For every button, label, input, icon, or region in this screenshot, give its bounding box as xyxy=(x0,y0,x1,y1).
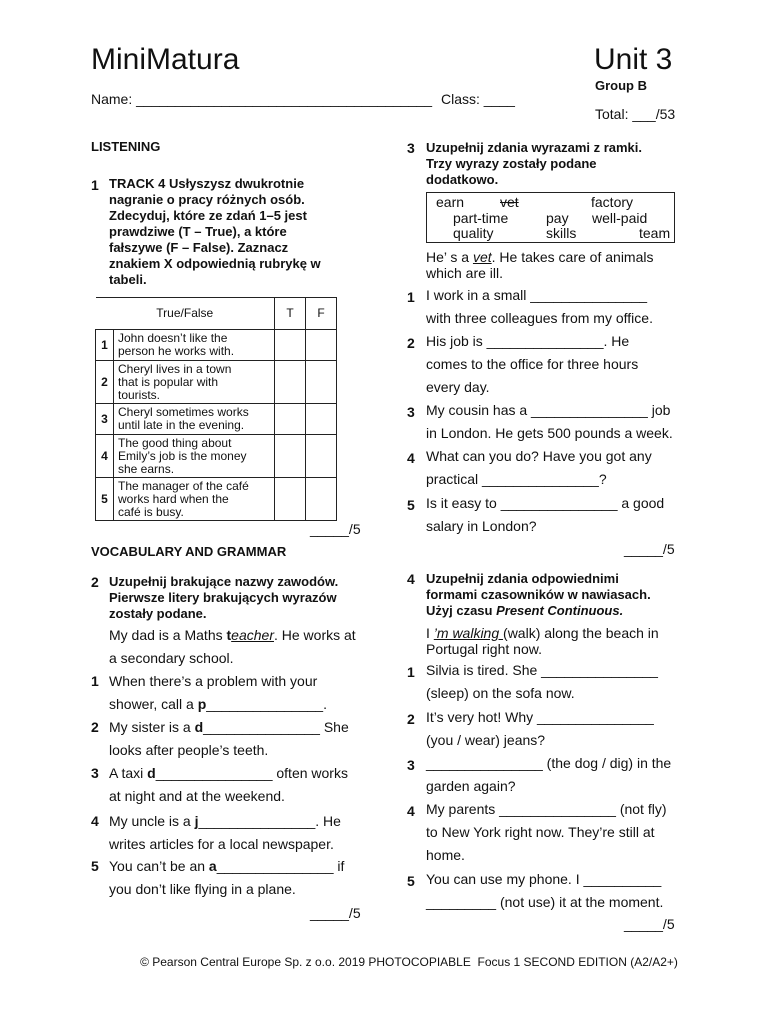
task2-item[interactable]: When there’s a problem with your shower, call a p_______________. xyxy=(109,673,327,712)
task3-item[interactable]: What can you do? Have you got any practical _______________? xyxy=(426,448,652,487)
answer-cell-true[interactable] xyxy=(275,361,306,404)
task2-item[interactable]: My sister is a d_______________ She looks after people’s teeth. xyxy=(109,719,349,758)
table-row: 1 John doesn’t like the person he works with. xyxy=(96,330,337,361)
task4-item[interactable]: It’s very hot! Why _______________ (you / wear) jeans? xyxy=(426,709,654,748)
vocab-heading: VOCABULARY AND GRAMMAR xyxy=(91,544,287,559)
word-box-word: pay xyxy=(546,210,569,226)
answer-cell-false[interactable] xyxy=(306,361,337,404)
word-box-word: earn xyxy=(436,194,465,210)
answer-cell-true[interactable] xyxy=(275,330,306,361)
group-label: Group B xyxy=(595,78,647,93)
task3-item[interactable]: His job is _______________. He comes to the office for three hours every day. xyxy=(426,333,639,395)
table-row: 4 The good thing about Emily’s job is the money she earns. xyxy=(96,435,337,478)
item-number: 5 xyxy=(91,858,99,874)
item-number: 3 xyxy=(407,404,415,420)
item-number: 4 xyxy=(91,813,99,829)
answer-cell-false[interactable] xyxy=(306,478,337,521)
answer-cell-false[interactable] xyxy=(306,435,337,478)
table-header-false: F xyxy=(306,298,337,330)
item-number: 2 xyxy=(407,335,415,351)
word-box-word: skills xyxy=(546,225,577,241)
task4-item[interactable]: _______________ (the dog / dig) in the garden again? xyxy=(426,755,672,794)
task4-example: I ’m walking (walk) along the beach in Portugal right now. xyxy=(426,625,659,657)
task2-item[interactable]: A taxi d_______________ often works at night and at the weekend. xyxy=(109,765,348,804)
task4-score: _____/5 xyxy=(624,916,675,932)
word-box-word: team xyxy=(639,225,671,241)
task-number: 1 xyxy=(91,177,99,193)
answer-cell-true[interactable] xyxy=(275,435,306,478)
word-box-word: vet xyxy=(500,194,519,210)
name-field[interactable]: Name: ______________________________________ xyxy=(91,91,432,107)
task3-instruction: Uzupełnij zdania wyrazami z ramki. Trzy wyrazy zostały podane dodatkowo. xyxy=(426,140,643,187)
copyright-footer: © Pearson Central Europe Sp. z o.o. 2019 PHOTOCOPIABLE Focus 1 SECOND EDITION (A2/A2+) xyxy=(140,955,678,969)
class-field[interactable]: Class: ____ xyxy=(441,91,515,107)
item-number: 1 xyxy=(407,289,415,305)
table-header-statement: True/False xyxy=(96,298,275,330)
word-box-word: part-time xyxy=(453,210,509,226)
task2-item[interactable]: You can’t be an a_______________ if you don’t like flying in a plane. xyxy=(109,858,345,897)
task-number: 2 xyxy=(91,574,99,590)
worksheet-title: MiniMatura xyxy=(91,43,240,76)
task1-score: _____/5 xyxy=(310,521,361,537)
table-row: 5 The manager of the café works hard when the café is busy. xyxy=(96,478,337,521)
task2-score: _____/5 xyxy=(310,905,361,921)
task4-item[interactable]: My parents _______________ (not fly) to New York right now. They’re still at home. xyxy=(426,801,667,863)
task4-item[interactable]: Silvia is tired. She _______________ (sleep) on the sofa now. xyxy=(426,662,658,701)
task2-instruction: Uzupełnij brakujące nazwy zawodów. Pierwsze litery brakujących wyrazów zostały podane. xyxy=(109,574,339,621)
task4-item[interactable]: You can use my phone. I __________ _________ (not use) it at the moment. xyxy=(426,871,664,910)
task3-example: He’ s a vet. He takes care of animals which are ill. xyxy=(426,249,654,281)
answer-cell-false[interactable] xyxy=(306,330,337,361)
item-number: 5 xyxy=(407,497,415,513)
word-box-word: factory xyxy=(591,194,634,210)
task3-item[interactable]: I work in a small _______________ with three colleagues from my office. xyxy=(426,287,653,326)
item-number: 3 xyxy=(407,757,415,773)
unit-label: Unit 3 xyxy=(594,43,673,76)
word-box xyxy=(426,192,675,243)
item-number: 4 xyxy=(407,450,415,466)
total-score: Total: ___/53 xyxy=(595,106,676,122)
task4-instruction: Uzupełnij zdania odpowiednimi formami czasowników w nawiasach. Użyj czasu Present Continuous. xyxy=(426,571,651,618)
task-number: 3 xyxy=(407,140,415,156)
task2-item[interactable]: My uncle is a j_______________. He writes articles for a local newspaper. xyxy=(109,813,341,852)
answer-cell-true[interactable] xyxy=(275,404,306,435)
listening-heading: LISTENING xyxy=(91,139,161,154)
table-header-true: T xyxy=(275,298,306,330)
task2-example: My dad is a Maths teacher. He works at a secondary school. xyxy=(109,627,356,666)
task-number: 4 xyxy=(407,571,415,587)
item-number: 1 xyxy=(91,673,99,689)
task1-instruction: TRACK 4 Usłyszysz dwukrotnie nagranie o pracy różnych osób. Zdecyduj, które ze zdań 1–5 jest prawdziwe (T – True), a które fałszywe (F – False). Zaznacz znakiem X odpowiednią rubrykę w tabeli. xyxy=(109,176,321,287)
table-row: 2 Cheryl lives in a town that is popular with tourists. xyxy=(96,361,337,404)
item-number: 4 xyxy=(407,803,415,819)
answer-cell-false[interactable] xyxy=(306,404,337,435)
task3-item[interactable]: Is it easy to _______________ a good salary in London? xyxy=(426,495,665,534)
item-number: 2 xyxy=(407,711,415,727)
item-number: 2 xyxy=(91,719,99,735)
item-number: 1 xyxy=(407,664,415,680)
item-number: 5 xyxy=(407,873,415,889)
true-false-table xyxy=(95,297,337,521)
task3-score: _____/5 xyxy=(624,541,675,557)
table-row: 3 Cheryl sometimes works until late in the evening. xyxy=(96,404,337,435)
item-number: 3 xyxy=(91,765,99,781)
task3-item[interactable]: My cousin has a _______________ job in London. He gets 500 pounds a week. xyxy=(426,402,673,441)
word-box-word: quality xyxy=(453,225,494,241)
answer-cell-true[interactable] xyxy=(275,478,306,521)
word-box-word: well-paid xyxy=(592,210,648,226)
